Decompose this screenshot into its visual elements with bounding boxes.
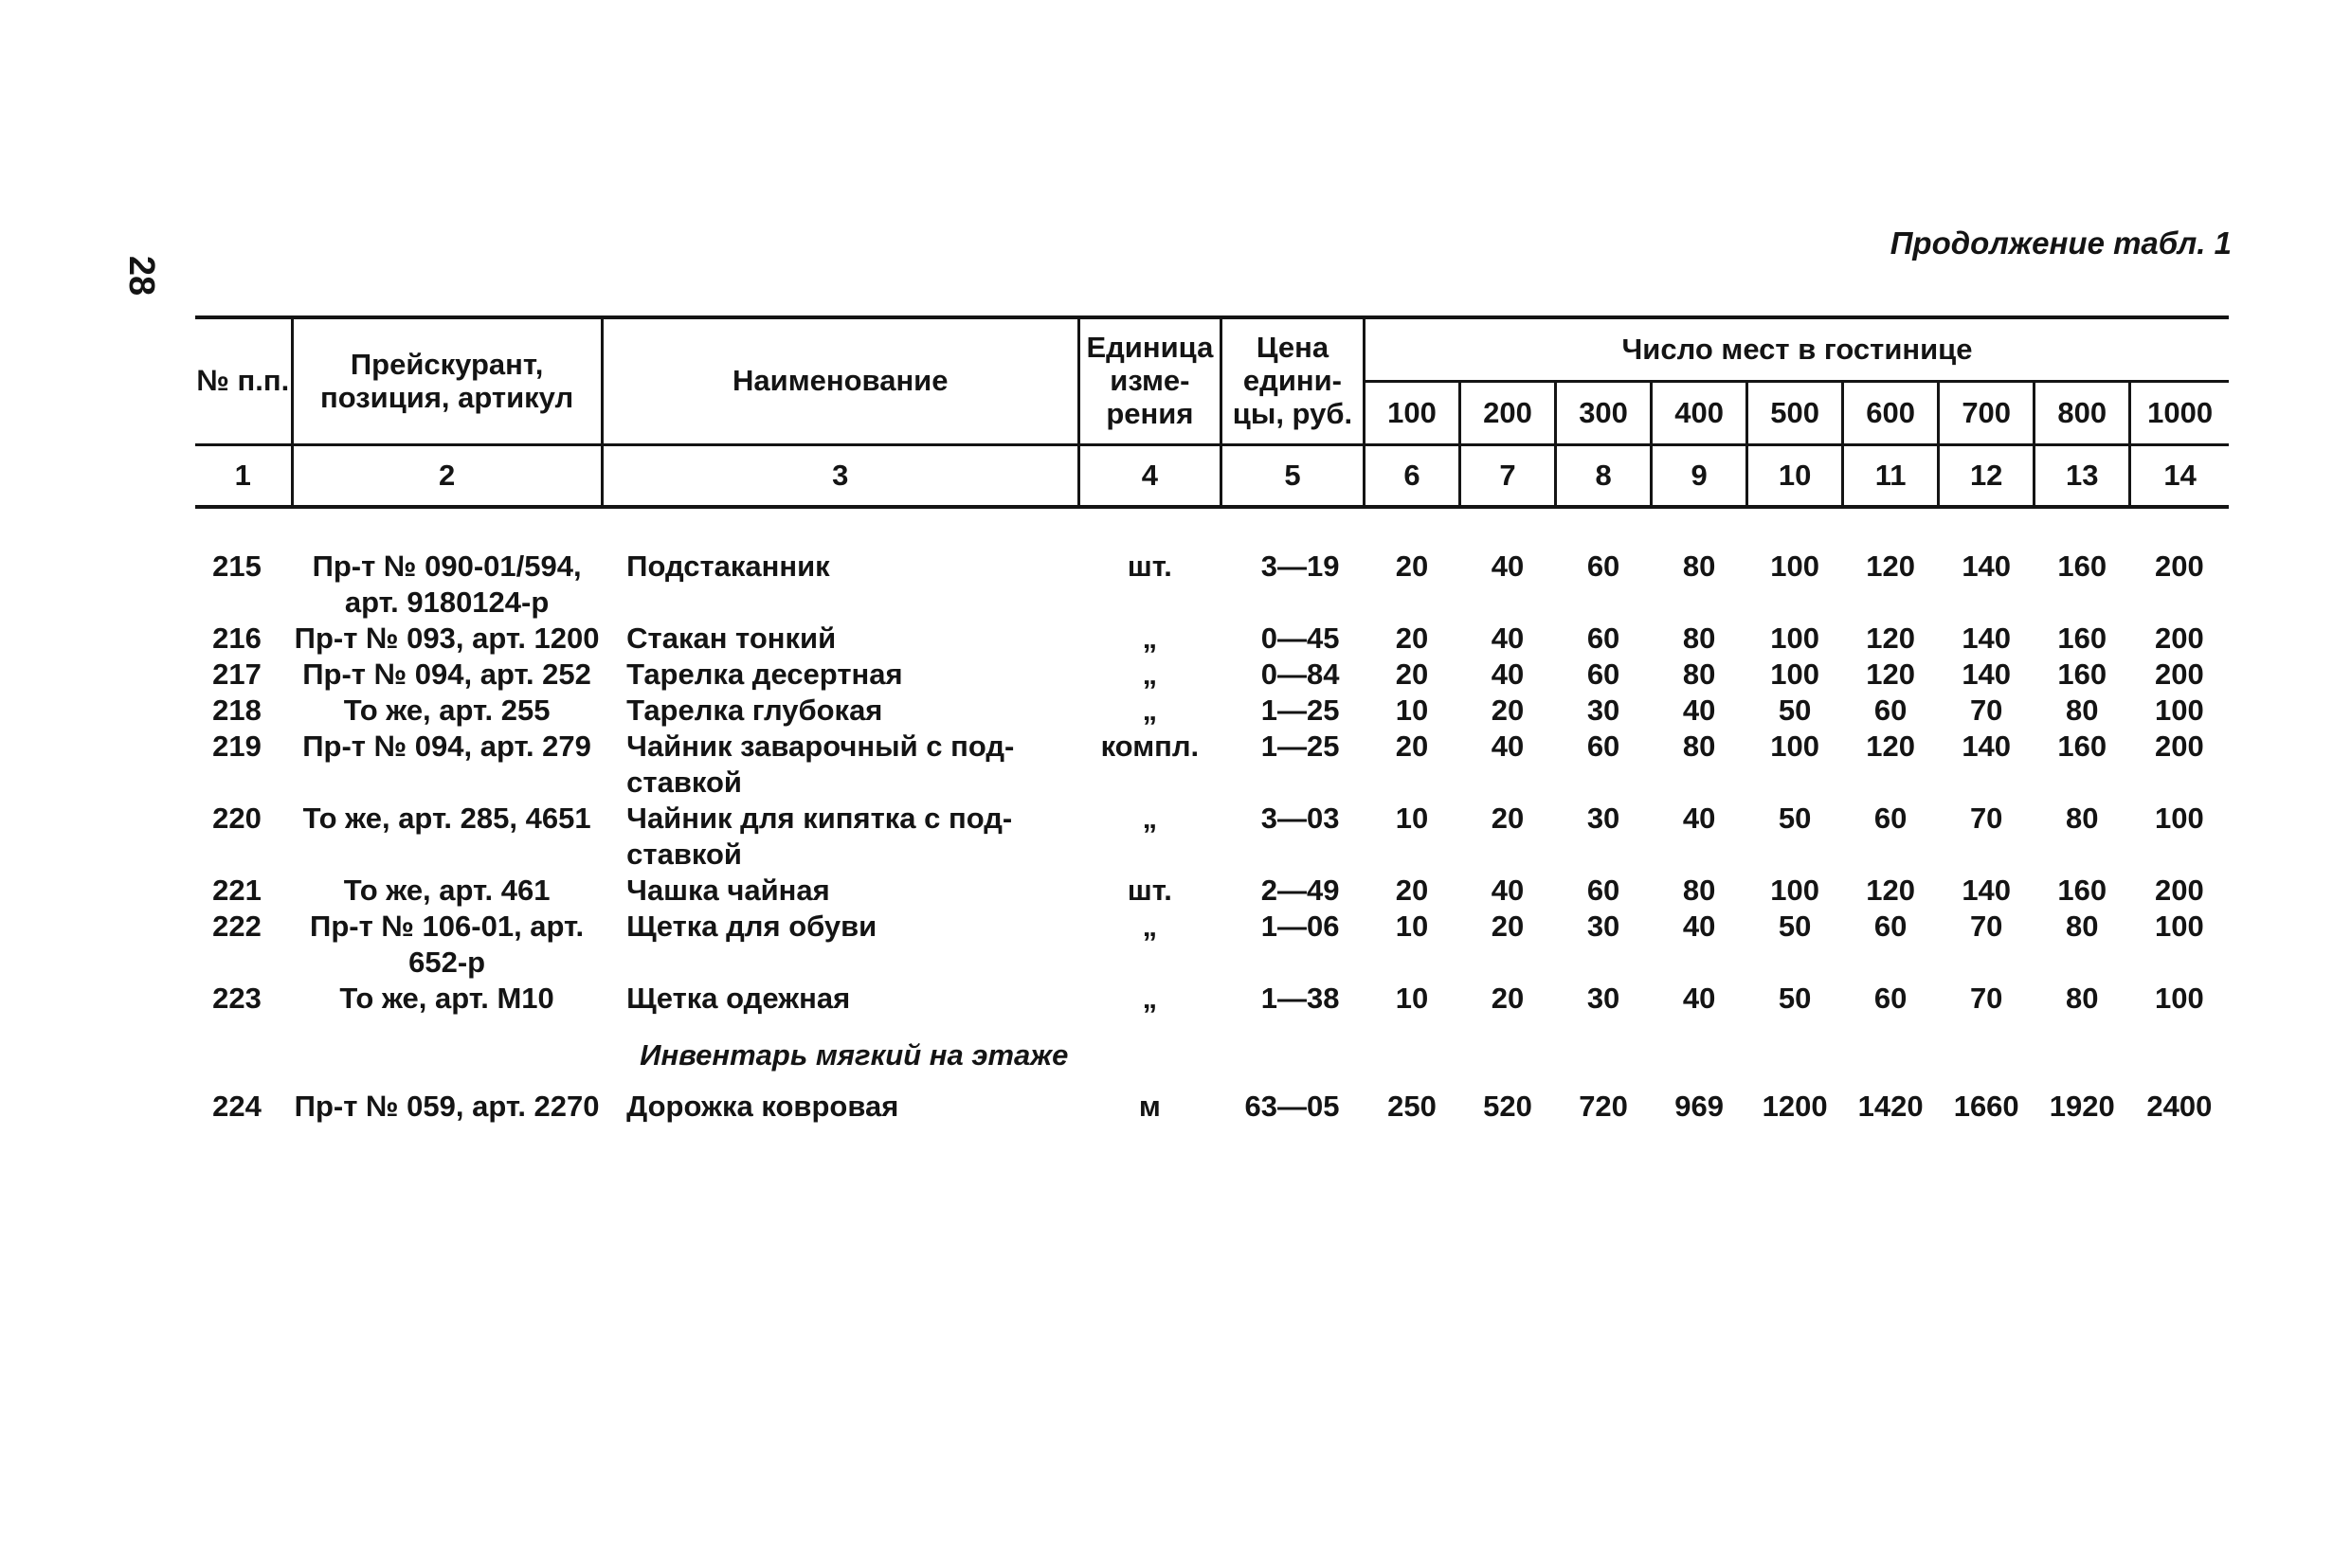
row-quantity: 20 xyxy=(1395,622,1429,655)
row-quantity: 20 xyxy=(1395,550,1429,583)
header-seat-count: 200 xyxy=(1460,382,1556,445)
row-quantity: 200 xyxy=(2155,874,2204,907)
row-quantity: 10 xyxy=(1395,910,1429,943)
row-quantity: 60 xyxy=(1873,694,1908,727)
row-quantity: 30 xyxy=(1586,694,1620,727)
row-quantity: 100 xyxy=(2155,694,2204,727)
row-number: 221 xyxy=(212,874,262,907)
row-quantity: 20 xyxy=(1491,694,1525,727)
row-quantity: 60 xyxy=(1586,658,1620,691)
row-quantity: 520 xyxy=(1483,1090,1532,1123)
section-title: Инвентарь мягкий на этаже xyxy=(640,1038,1069,1072)
row-quantity: 10 xyxy=(1395,802,1429,835)
row-unit-price: 63—05 xyxy=(1244,1090,1340,1123)
row-quantity: 2400 xyxy=(2146,1090,2213,1123)
row-price-list-ref: Пр-т № 090-01/594, арт. 9180124-р xyxy=(312,550,582,619)
row-number: 218 xyxy=(212,694,262,727)
row-quantity: 100 xyxy=(1770,730,1819,763)
row-quantity: 140 xyxy=(1962,622,2012,655)
row-unit: м xyxy=(1138,1090,1161,1123)
row-quantity: 140 xyxy=(1962,730,2012,763)
row-price-list-ref: Пр-т № 094, арт. 252 xyxy=(302,658,591,691)
row-number: 217 xyxy=(212,658,262,691)
header-column-number: 7 xyxy=(1460,445,1556,508)
row-price-list-ref: Пр-т № 106-01, арт. 652-р xyxy=(310,910,585,979)
row-quantity: 20 xyxy=(1395,874,1429,907)
header-name: Наименование xyxy=(602,317,1078,445)
row-quantity: 80 xyxy=(1682,550,1716,583)
row-quantity: 20 xyxy=(1491,802,1525,835)
row-quantity: 40 xyxy=(1491,730,1525,763)
row-quantity: 160 xyxy=(2057,658,2107,691)
row-unit-price: 2—49 xyxy=(1260,874,1340,907)
row-quantity: 20 xyxy=(1395,730,1429,763)
header-column-number: 14 xyxy=(2130,445,2229,508)
row-unit: „ xyxy=(1142,694,1158,727)
row-price-list-ref: Пр-т № 059, арт. 2270 xyxy=(294,1090,600,1123)
row-price-list-ref: То же, арт. 461 xyxy=(343,874,551,907)
row-quantity: 1660 xyxy=(1953,1090,2019,1123)
row-quantity: 70 xyxy=(1969,802,2003,835)
row-quantity: 1200 xyxy=(1762,1090,1828,1123)
row-quantity: 160 xyxy=(2057,730,2107,763)
header-column-number: 1 xyxy=(195,445,292,508)
row-quantity: 30 xyxy=(1586,982,1620,1015)
row-quantity: 140 xyxy=(1962,550,2012,583)
row-unit-price: 1—38 xyxy=(1260,982,1340,1015)
row-unit-price: 0—45 xyxy=(1260,622,1340,655)
row-quantity: 40 xyxy=(1491,658,1525,691)
row-quantity: 80 xyxy=(2065,910,2099,943)
table-row xyxy=(195,729,2229,801)
row-item-name: Подстаканник xyxy=(626,550,830,583)
row-quantity: 50 xyxy=(1778,982,1812,1015)
row-quantity: 160 xyxy=(2057,874,2107,907)
row-quantity: 60 xyxy=(1586,550,1620,583)
row-quantity: 120 xyxy=(1866,874,1916,907)
row-quantity: 120 xyxy=(1866,730,1916,763)
header-seat-count: 600 xyxy=(1843,382,1939,445)
row-quantity: 160 xyxy=(2057,550,2107,583)
row-quantity: 80 xyxy=(1682,658,1716,691)
row-price-list-ref: То же, арт. 285, 4651 xyxy=(302,802,591,835)
row-unit: „ xyxy=(1142,910,1158,943)
row-price-list-ref: То же, арт. 255 xyxy=(343,694,551,727)
row-quantity: 100 xyxy=(1770,658,1819,691)
header-column-number: 9 xyxy=(1652,445,1747,508)
row-number: 220 xyxy=(212,802,262,835)
header-column-number: 8 xyxy=(1556,445,1652,508)
table-row xyxy=(195,693,2229,729)
row-quantity: 100 xyxy=(2155,802,2204,835)
row-quantity: 50 xyxy=(1778,694,1812,727)
table-row xyxy=(195,909,2229,981)
row-quantity: 40 xyxy=(1682,694,1716,727)
row-price-list-ref: То же, арт. М10 xyxy=(339,982,554,1015)
row-quantity: 70 xyxy=(1969,694,2003,727)
row-quantity: 10 xyxy=(1395,694,1429,727)
row-quantity: 1920 xyxy=(2049,1090,2115,1123)
row-quantity: 70 xyxy=(1969,910,2003,943)
row-quantity: 200 xyxy=(2155,730,2204,763)
header-column-number: 6 xyxy=(1364,445,1459,508)
row-quantity: 30 xyxy=(1586,910,1620,943)
row-unit: „ xyxy=(1142,982,1158,1015)
row-number: 222 xyxy=(212,910,262,943)
header-column-number: 10 xyxy=(1747,445,1843,508)
row-quantity: 60 xyxy=(1873,802,1908,835)
row-quantity: 50 xyxy=(1778,802,1812,835)
table-row xyxy=(195,981,2229,1017)
row-quantity: 10 xyxy=(1395,982,1429,1015)
row-quantity: 80 xyxy=(2065,694,2099,727)
header-seat-count: 500 xyxy=(1747,382,1843,445)
table-row xyxy=(195,873,2229,909)
row-item-name: Тарелка глубокая xyxy=(626,694,883,727)
row-quantity: 20 xyxy=(1395,658,1429,691)
row-quantity: 40 xyxy=(1491,874,1525,907)
row-quantity: 100 xyxy=(1770,622,1819,655)
header-column-number: 4 xyxy=(1078,445,1221,508)
row-quantity: 40 xyxy=(1491,622,1525,655)
header-seats-group: Число мест в гостинице xyxy=(1364,317,2229,382)
row-quantity: 50 xyxy=(1778,910,1812,943)
header-seat-count: 1000 xyxy=(2130,382,2229,445)
header-column-number: 11 xyxy=(1843,445,1939,508)
row-quantity: 100 xyxy=(2155,982,2204,1015)
row-quantity: 40 xyxy=(1491,550,1525,583)
row-quantity: 120 xyxy=(1866,658,1916,691)
row-item-name: Щетка для обуви xyxy=(626,910,877,943)
row-quantity: 160 xyxy=(2057,622,2107,655)
row-price-list-ref: Пр-т № 094, арт. 279 xyxy=(302,730,591,763)
row-quantity: 200 xyxy=(2155,550,2204,583)
row-quantity: 100 xyxy=(1770,874,1819,907)
row-unit-price: 3—03 xyxy=(1260,802,1340,835)
row-unit: компл. xyxy=(1100,730,1200,763)
row-item-name: Чайник заварочный с под- ставкой xyxy=(626,730,1015,799)
row-quantity: 60 xyxy=(1586,730,1620,763)
header-number: № п.п. xyxy=(195,317,292,445)
header-column-number: 13 xyxy=(2035,445,2130,508)
row-unit-price: 1—06 xyxy=(1260,910,1340,943)
row-unit-price: 1—25 xyxy=(1260,730,1340,763)
header-seat-count: 800 xyxy=(2035,382,2130,445)
row-quantity: 80 xyxy=(2065,802,2099,835)
row-quantity: 120 xyxy=(1866,550,1916,583)
row-quantity: 80 xyxy=(2065,982,2099,1015)
row-quantity: 140 xyxy=(1962,658,2012,691)
header-seat-count: 300 xyxy=(1556,382,1652,445)
header-price: Цена едини- цы, руб. xyxy=(1221,317,1364,445)
row-quantity: 100 xyxy=(1770,550,1819,583)
row-quantity: 60 xyxy=(1873,910,1908,943)
row-unit: „ xyxy=(1142,622,1158,655)
header-column-number: 3 xyxy=(602,445,1078,508)
row-quantity: 20 xyxy=(1491,982,1525,1015)
row-quantity: 60 xyxy=(1586,622,1620,655)
row-unit-price: 3—19 xyxy=(1260,550,1340,583)
row-item-name: Чашка чайная xyxy=(626,874,830,907)
row-number: 224 xyxy=(212,1090,262,1123)
header-column-number: 12 xyxy=(1939,445,2035,508)
row-item-name: Стакан тонкий xyxy=(626,622,837,655)
page-number: 28 xyxy=(121,255,162,297)
row-quantity: 20 xyxy=(1491,910,1525,943)
row-number: 219 xyxy=(212,730,262,763)
table-row xyxy=(195,549,2229,621)
row-unit-price: 0—84 xyxy=(1260,658,1340,691)
row-quantity: 140 xyxy=(1962,874,2012,907)
row-quantity: 70 xyxy=(1969,982,2003,1015)
table-row xyxy=(195,657,2229,693)
header-seat-count: 100 xyxy=(1364,382,1459,445)
row-quantity: 1420 xyxy=(1857,1090,1924,1123)
row-quantity: 100 xyxy=(2155,910,2204,943)
row-unit: „ xyxy=(1142,802,1158,835)
row-item-name: Дорожка ковровая xyxy=(626,1090,899,1123)
row-quantity: 200 xyxy=(2155,622,2204,655)
row-quantity: 80 xyxy=(1682,730,1716,763)
row-unit-price: 1—25 xyxy=(1260,694,1340,727)
row-number: 223 xyxy=(212,982,262,1015)
row-quantity: 120 xyxy=(1866,622,1916,655)
row-number: 216 xyxy=(212,622,262,655)
row-quantity: 40 xyxy=(1682,802,1716,835)
header-seat-count: 400 xyxy=(1652,382,1747,445)
row-quantity: 80 xyxy=(1682,622,1716,655)
header-column-number: 2 xyxy=(292,445,602,508)
row-quantity: 969 xyxy=(1674,1090,1724,1123)
inventory-table xyxy=(195,315,2229,1125)
header-seat-count: 700 xyxy=(1939,382,2035,445)
row-quantity: 60 xyxy=(1873,982,1908,1015)
row-unit: шт. xyxy=(1127,550,1172,583)
inventory-table-container xyxy=(195,315,2229,1125)
row-quantity: 40 xyxy=(1682,910,1716,943)
table-row xyxy=(195,1089,2229,1125)
row-item-name: Чайник для кипятка с под- ставкой xyxy=(626,802,1013,871)
table-row xyxy=(195,801,2229,873)
row-item-name: Щетка одежная xyxy=(626,982,851,1015)
row-quantity: 40 xyxy=(1682,982,1716,1015)
header-price-list: Прейскурант, позиция, артикул xyxy=(292,317,602,445)
row-quantity: 80 xyxy=(1682,874,1716,907)
header-column-number: 5 xyxy=(1221,445,1364,508)
row-unit: шт. xyxy=(1127,874,1172,907)
header-unit: Единица изме- рения xyxy=(1078,317,1221,445)
row-quantity: 30 xyxy=(1586,802,1620,835)
row-quantity: 200 xyxy=(2155,658,2204,691)
row-quantity: 60 xyxy=(1586,874,1620,907)
row-item-name: Тарелка десертная xyxy=(626,658,903,691)
table-continuation-label: Продолжение табл. 1 xyxy=(1890,225,2232,261)
row-quantity: 720 xyxy=(1579,1090,1628,1123)
row-number: 215 xyxy=(212,550,262,583)
row-quantity: 250 xyxy=(1387,1090,1437,1123)
row-price-list-ref: Пр-т № 093, арт. 1200 xyxy=(294,622,600,655)
row-unit: „ xyxy=(1142,658,1158,691)
table-row xyxy=(195,621,2229,657)
